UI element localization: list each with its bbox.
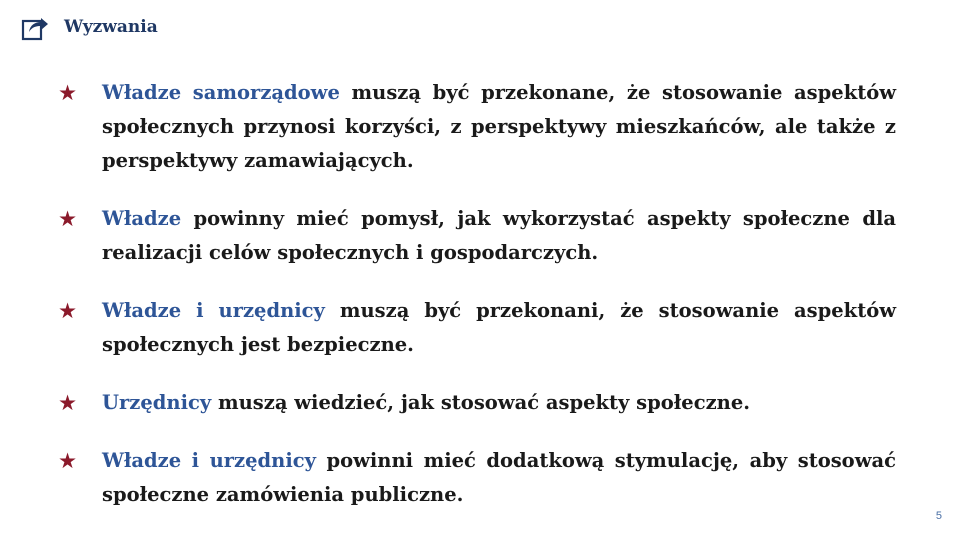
star-bullet-icon: ✭ xyxy=(60,83,76,104)
bullet-item xyxy=(60,444,896,512)
share-arrow-icon xyxy=(20,12,50,42)
slide-header xyxy=(20,12,158,42)
bullet-text: powinny mieć pomysł, jak wykorzystać aspekty społeczne dla realizacji celów społecznych i gospodarczych. xyxy=(102,207,896,264)
bullet-subject: Władze xyxy=(102,207,182,230)
page-number: 5 xyxy=(935,510,942,522)
bullet-subject: Władze i urzędnicy xyxy=(102,299,325,322)
bullet-text: muszą być przekonani, że stosowanie aspektów społecznych jest bezpieczne. xyxy=(102,299,896,356)
bullet-item xyxy=(60,76,896,178)
bullet-list xyxy=(60,76,896,536)
star-bullet-icon: ✭ xyxy=(60,209,76,230)
star-bullet-icon: ✭ xyxy=(60,451,76,472)
bullet-subject: Władze i urzędnicy xyxy=(102,449,316,472)
star-bullet-icon: ✭ xyxy=(60,393,76,414)
bullet-item xyxy=(60,386,896,420)
star-bullet-icon: ✭ xyxy=(60,301,76,322)
bullet-text: muszą być przekonane, że stosowanie aspektów społecznych przynosi korzyści, z perspektywy mieszkańców, ale także z perspektywy zamawiających. xyxy=(102,81,896,172)
bullet-text: muszą wiedzieć, jak stosować aspekty społeczne. xyxy=(211,391,751,414)
bullet-text: powinni mieć dodatkową stymulację, aby stosować społeczne zamówienia publiczne. xyxy=(102,449,896,506)
slide-title: Wyzwania xyxy=(64,17,158,37)
bullet-item xyxy=(60,202,896,270)
bullet-subject: Urzędnicy xyxy=(102,391,212,414)
bullet-item xyxy=(60,294,896,362)
bullet-subject: Władze samorządowe xyxy=(102,81,340,104)
